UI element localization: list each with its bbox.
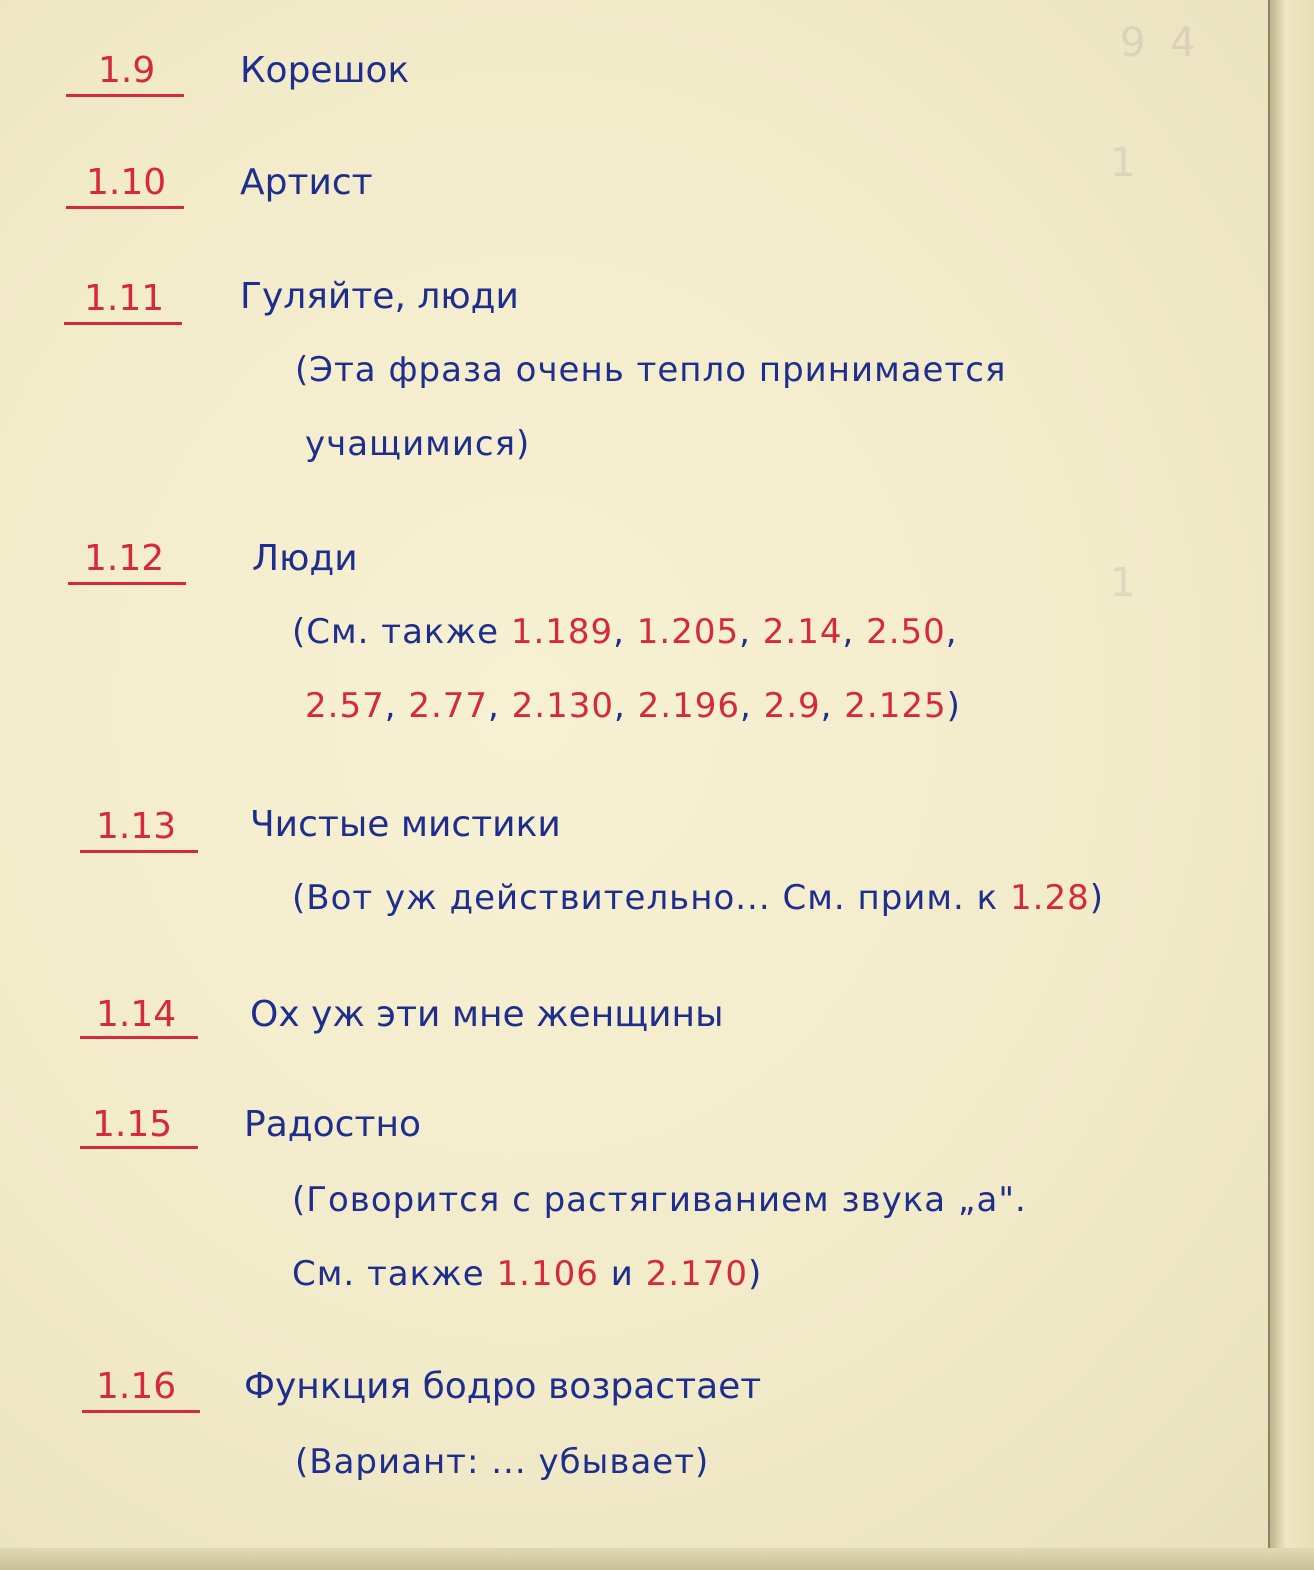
entry-note: учащимися): [305, 424, 531, 464]
number-underline: [80, 1036, 198, 1039]
note-close: ): [1089, 878, 1104, 918]
entry-title: Корешок: [240, 50, 410, 91]
entry-note: (Вариант: ... убывает): [295, 1442, 710, 1482]
cross-reference[interactable]: 2.170: [645, 1254, 748, 1294]
cross-reference[interactable]: 2.14: [762, 612, 843, 652]
entry-title: Люди: [252, 538, 358, 579]
number-underline: [66, 94, 184, 97]
entry-number: 1.11: [84, 278, 165, 319]
cross-reference[interactable]: 1.189: [510, 612, 614, 652]
page-bottom-edge: [0, 1548, 1314, 1570]
note-prefix: См. также: [292, 1254, 485, 1294]
cross-reference[interactable]: 1.106: [496, 1254, 599, 1294]
entry-title: Гуляйте, люди: [240, 276, 519, 317]
cross-reference[interactable]: 1.28: [1010, 878, 1090, 918]
cross-reference[interactable]: 1.205: [636, 612, 740, 652]
cross-reference[interactable]: 2.77: [408, 686, 489, 726]
entry-title: Функция бодро возрастает: [244, 1366, 762, 1407]
cross-reference[interactable]: 2.57: [305, 686, 385, 726]
note-close: ): [946, 686, 961, 726]
cross-reference[interactable]: 2.125: [844, 686, 947, 726]
cross-reference[interactable]: 2.196: [637, 686, 740, 726]
note-prefix: (См. также: [292, 612, 499, 652]
entry-note: [292, 1254, 762, 1294]
entry-title: Радостно: [244, 1104, 422, 1145]
entry-note: (Эта фраза очень тепло принимается: [295, 350, 1007, 390]
entry-number: 1.13: [96, 806, 177, 847]
cross-reference[interactable]: 2.130: [511, 686, 614, 726]
note-prefix: (Вот уж действительно... См. прим. к: [292, 878, 999, 918]
bleed-through-mark: 1: [1110, 140, 1142, 186]
number-underline: [64, 322, 182, 325]
adjacent-page-edge: [1268, 0, 1314, 1570]
cross-reference-line: 2.57, 2.77, 2.130, 2.196, 2.9, 2.125): [305, 686, 961, 726]
conjunction: и: [610, 1254, 634, 1294]
entry-note: (Говорится с растягиванием звука „а".: [292, 1180, 1027, 1220]
entry-note: [292, 878, 1104, 918]
number-underline: [82, 1410, 200, 1413]
entry-number: 1.14: [96, 994, 177, 1035]
note-close: ): [747, 1254, 763, 1294]
number-underline: [66, 206, 184, 209]
entry-number: 1.16: [96, 1366, 177, 1407]
number-underline: [80, 850, 198, 853]
entry-title: Ох уж эти мне женщины: [250, 994, 724, 1035]
bleed-through-mark: 1: [1110, 560, 1142, 606]
entry-number: 1.12: [84, 538, 165, 579]
bleed-through-mark: 9 4: [1120, 20, 1202, 66]
cross-reference[interactable]: 2.50: [866, 612, 946, 652]
entry-number: 1.15: [92, 1104, 173, 1145]
entry-title: Чистые мистики: [250, 804, 561, 845]
number-underline: [80, 1146, 198, 1149]
number-underline: [68, 582, 186, 585]
entry-number: 1.9: [98, 50, 156, 91]
entry-number: 1.10: [86, 162, 167, 203]
entry-title: Артист: [240, 162, 373, 203]
cross-reference[interactable]: 2.9: [763, 686, 821, 726]
cross-reference-line: (См. также 1.189, 1.205, 2.14, 2.50,: [292, 612, 958, 652]
